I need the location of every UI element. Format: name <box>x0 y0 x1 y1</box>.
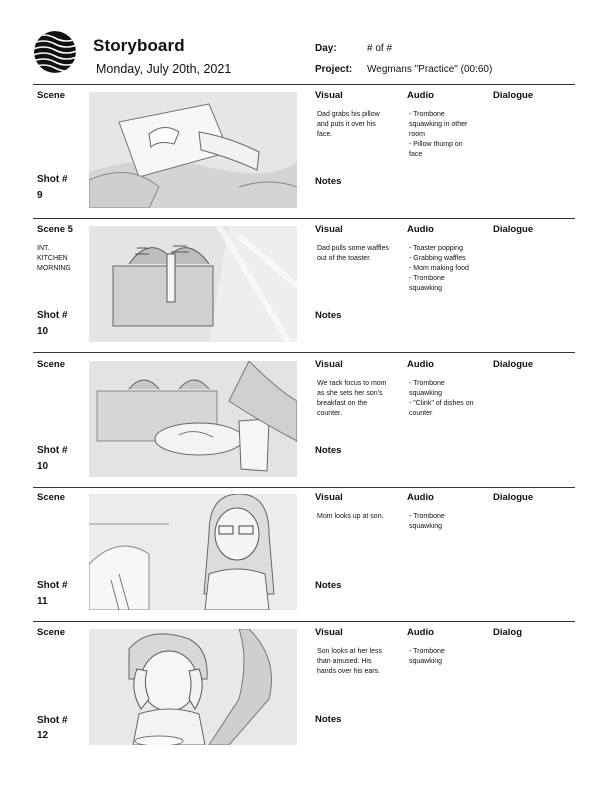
dialogue-label: Dialogue <box>493 90 534 101</box>
shot-row <box>33 623 575 755</box>
notes-label: Notes <box>315 445 342 456</box>
storyboard-header <box>0 0 612 84</box>
audio-label: Audio <box>407 224 434 235</box>
shot-row <box>33 86 575 218</box>
shot-number: 10 <box>37 461 49 472</box>
visual-text: Son looks at her less than amused. His hands over his ears. <box>317 648 382 675</box>
divider <box>33 218 575 219</box>
visual-text: We rack focus to mom as she sets her son's breakfast on the counter. <box>317 380 387 417</box>
visual-label: Visual <box>315 627 343 638</box>
audio-label: Audio <box>407 627 434 638</box>
visual-label: Visual <box>315 492 343 503</box>
visual-label: Visual <box>315 90 343 101</box>
project-label: Project: <box>315 64 353 75</box>
visual-text: Mom looks up at son. <box>317 513 384 520</box>
audio-text: - Toaster popping - Grabbing waffles - Mom making food - Trombone squawking <box>409 245 469 292</box>
son-covers-ears-sketch <box>89 629 297 745</box>
visual-text: Dad pulls some waffles out of the toaster. <box>317 245 389 262</box>
shot-label: Shot # <box>37 715 68 726</box>
audio-label: Audio <box>407 90 434 101</box>
notes-label: Notes <box>315 176 342 187</box>
shot-label: Shot # <box>37 580 68 591</box>
storyboard-date: Monday, July 20th, 2021 <box>96 62 232 76</box>
scene-label: Scene <box>37 492 65 503</box>
wave-globe-logo-icon <box>33 30 77 74</box>
audio-text: - Trombone squawking - "Clink" of dishes on counter <box>409 380 474 417</box>
page-title: Storyboard <box>93 36 185 55</box>
day-value: # of # <box>367 43 393 54</box>
notes-label: Notes <box>315 580 342 591</box>
scene-label: Scene 5 <box>37 224 73 235</box>
shot-label: Shot # <box>37 310 68 321</box>
toaster-waffles-sketch <box>89 226 297 342</box>
divider <box>33 84 575 85</box>
audio-label: Audio <box>407 359 434 370</box>
scene-description: INT. KITCHEN MORNING <box>37 245 71 272</box>
dialogue-label: Dialogue <box>493 224 534 235</box>
divider <box>33 352 575 353</box>
shot-number: 9 <box>37 190 43 201</box>
notes-label: Notes <box>315 310 342 321</box>
shot-number: 11 <box>37 596 48 607</box>
project-value: Wegmans "Practice" (00:60) <box>367 64 493 75</box>
audio-label: Audio <box>407 492 434 503</box>
shot-number: 12 <box>37 730 49 741</box>
mom-breakfast-sketch <box>89 361 297 477</box>
audio-text: - Trombone squawking <box>409 648 445 665</box>
shot-row <box>33 488 575 620</box>
dialogue-label: Dialogue <box>493 492 534 503</box>
visual-label: Visual <box>315 224 343 235</box>
divider <box>33 621 575 622</box>
scene-label: Scene <box>37 359 65 370</box>
shot-row <box>33 220 575 352</box>
shot-row <box>33 355 575 487</box>
audio-text: - Trombone squawking <box>409 513 445 530</box>
dialogue-label: Dialogue <box>493 359 534 370</box>
shot-number: 10 <box>37 326 49 337</box>
visual-text: Dad grabs his pillow and puts it over his face. <box>317 111 380 138</box>
notes-label: Notes <box>315 714 342 725</box>
day-label: Day: <box>315 43 337 54</box>
visual-label: Visual <box>315 359 343 370</box>
shot-label: Shot # <box>37 174 68 185</box>
shot-label: Shot # <box>37 445 68 456</box>
audio-text: - Trombone squawking in other room - Pillow thump on face <box>409 111 468 158</box>
mom-looks-up-sketch <box>89 494 297 610</box>
scene-label: Scene <box>37 90 65 101</box>
dialogue-label: Dialog <box>493 627 523 638</box>
dad-pillow-sketch <box>89 92 297 208</box>
scene-label: Scene <box>37 627 65 638</box>
